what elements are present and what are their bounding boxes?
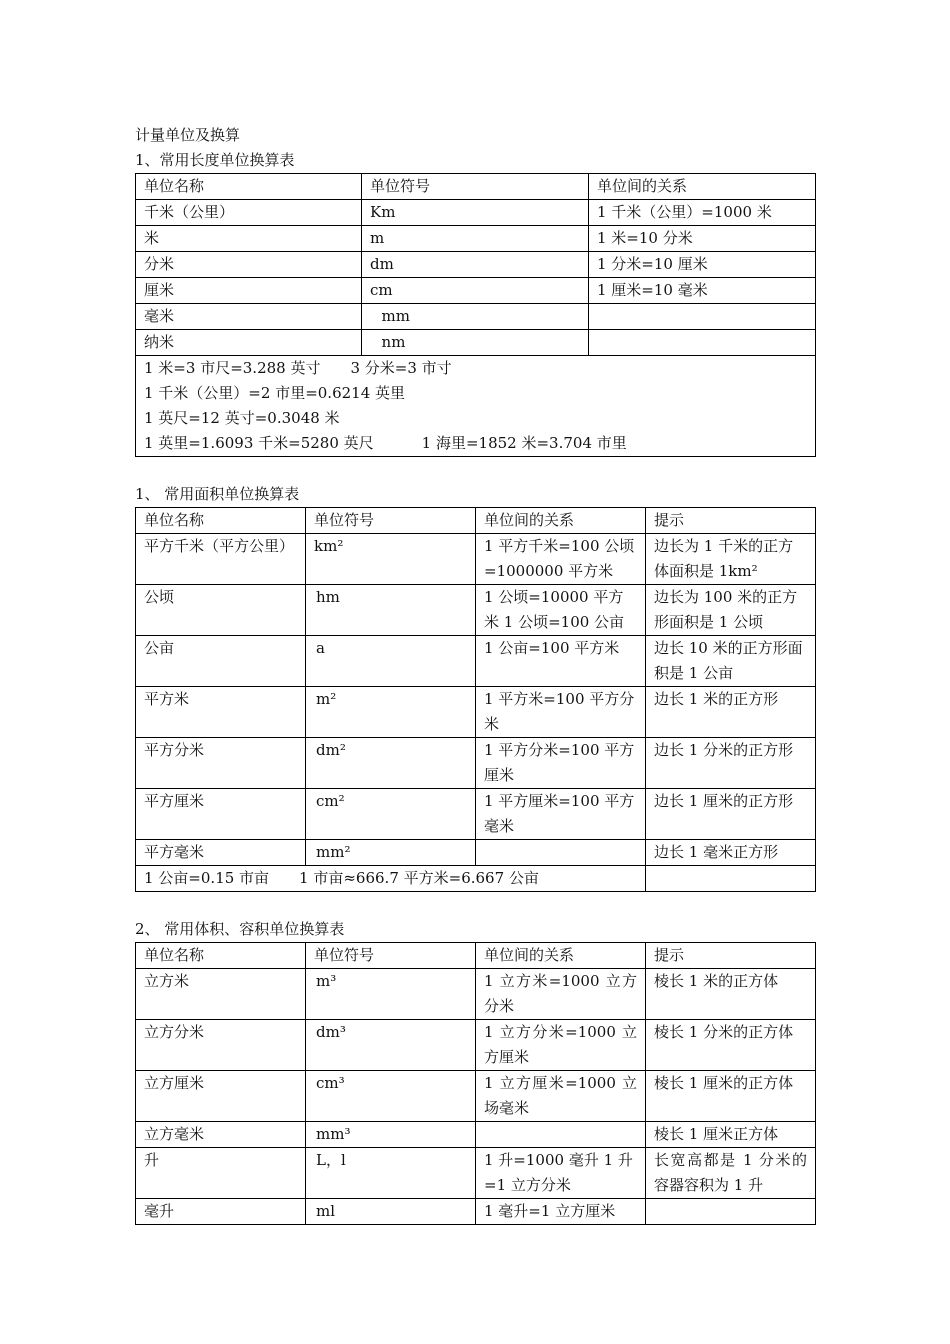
unit-symbol: mm³ [306, 1122, 476, 1148]
table-row [136, 969, 816, 1020]
unit-relation: 1 升=1000 毫升 1 升=1 立方分米 [476, 1148, 646, 1199]
table-row [136, 534, 816, 585]
unit-name: 立方厘米 [136, 1071, 306, 1122]
table-row [136, 200, 816, 226]
column-header: 提示 [646, 943, 816, 969]
column-header: 单位符号 [362, 174, 589, 200]
unit-name: 千米（公里） [136, 200, 362, 226]
unit-hint: 边长 10 米的正方形面积是 1 公亩 [646, 636, 816, 687]
unit-symbol: cm² [306, 789, 476, 840]
unit-symbol: m² [306, 687, 476, 738]
unit-hint: 棱长 1 分米的正方体 [646, 1020, 816, 1071]
unit-symbol: cm³ [306, 1071, 476, 1122]
unit-name: 平方分米 [136, 738, 306, 789]
empty-cell [646, 866, 816, 892]
unit-symbol: ml [306, 1199, 476, 1225]
table-row [136, 1071, 816, 1122]
unit-name: 升 [136, 1148, 306, 1199]
unit-relation: 1 分米=10 厘米 [589, 252, 816, 278]
unit-name: 米 [136, 226, 362, 252]
unit-hint: 棱长 1 米的正方体 [646, 969, 816, 1020]
unit-relation: 1 立方厘米=1000 立场毫米 [476, 1071, 646, 1122]
unit-name: 毫升 [136, 1199, 306, 1225]
unit-relation [476, 1122, 646, 1148]
length-table [135, 173, 816, 457]
unit-hint: 棱长 1 厘米正方体 [646, 1122, 816, 1148]
unit-symbol: km² [306, 534, 476, 585]
unit-name: 立方毫米 [136, 1122, 306, 1148]
length-table-heading: 1、常用长度单位换算表 [135, 151, 295, 169]
area-table [135, 507, 816, 892]
column-header: 单位间的关系 [476, 943, 646, 969]
unit-relation [476, 840, 646, 866]
table-row [136, 687, 816, 738]
unit-relation: 1 平方米=100 平方分米 [476, 687, 646, 738]
unit-symbol: L，l [306, 1148, 476, 1199]
unit-hint: 边长 1 厘米的正方形 [646, 789, 816, 840]
table-row [136, 636, 816, 687]
unit-symbol: dm² [306, 738, 476, 789]
unit-name: 平方毫米 [136, 840, 306, 866]
table-row [136, 1122, 816, 1148]
length-notes [136, 356, 816, 457]
unit-relation: 1 平方千米=100 公顷=1000000 平方米 [476, 534, 646, 585]
unit-relation: 1 米=10 分米 [589, 226, 816, 252]
unit-symbol: m [362, 226, 589, 252]
unit-name: 厘米 [136, 278, 362, 304]
column-header: 单位间的关系 [476, 508, 646, 534]
note-line: 1 千米（公里）=2 市里=0.6214 英里 [144, 384, 406, 402]
unit-relation [589, 330, 816, 356]
table-row [136, 330, 816, 356]
unit-hint: 长宽高都是 1 分米的容器容积为 1 升 [646, 1148, 816, 1199]
unit-relation: 1 立方分米=1000 立方厘米 [476, 1020, 646, 1071]
area-note-row [136, 866, 816, 892]
table-row [136, 1148, 816, 1199]
unit-symbol: a [306, 636, 476, 687]
unit-relation: 1 平方厘米=100 平方毫米 [476, 789, 646, 840]
volume-table [135, 942, 816, 1225]
note-line: 1 英尺=12 英寸=0.3048 米 [144, 409, 340, 427]
table-row [136, 1199, 816, 1225]
table-row [136, 1020, 816, 1071]
unit-symbol: dm³ [306, 1020, 476, 1071]
unit-hint: 边长为 1 千米的正方体面积是 1km² [646, 534, 816, 585]
unit-name: 公顷 [136, 585, 306, 636]
unit-hint: 边长 1 分米的正方形 [646, 738, 816, 789]
table-row [136, 278, 816, 304]
unit-relation: 1 千米（公里）=1000 米 [589, 200, 816, 226]
unit-hint: 边长为 100 米的正方形面积是 1 公顷 [646, 585, 816, 636]
unit-name: 平方千米（平方公里） [136, 534, 306, 585]
unit-relation [589, 304, 816, 330]
unit-relation: 1 立方米=1000 立方分米 [476, 969, 646, 1020]
table-header-row [136, 943, 816, 969]
unit-relation: 1 公顷=10000 平方米 1 公顷=100 公亩 [476, 585, 646, 636]
unit-symbol: mm² [306, 840, 476, 866]
table-header-row [136, 174, 816, 200]
unit-hint: 棱长 1 厘米的正方体 [646, 1071, 816, 1122]
unit-symbol: Km [362, 200, 589, 226]
unit-symbol: mm [362, 304, 589, 330]
table-row [136, 304, 816, 330]
unit-name: 毫米 [136, 304, 362, 330]
unit-relation: 1 公亩=100 平方米 [476, 636, 646, 687]
unit-hint [646, 1199, 816, 1225]
unit-relation: 1 毫升=1 立方厘米 [476, 1199, 646, 1225]
unit-name: 立方米 [136, 969, 306, 1020]
unit-relation: 1 平方分米=100 平方厘米 [476, 738, 646, 789]
note-line: 1 米=3 市尺=3.288 英寸 3 分米=3 市寸 [144, 359, 452, 377]
unit-name: 平方厘米 [136, 789, 306, 840]
area-note: 1 公亩=0.15 市亩 1 市亩≈666.7 平方米=6.667 公亩 [136, 866, 646, 892]
unit-symbol: hm [306, 585, 476, 636]
unit-name: 平方米 [136, 687, 306, 738]
table-row [136, 585, 816, 636]
table-row [136, 738, 816, 789]
table-header-row [136, 508, 816, 534]
unit-symbol: cm [362, 278, 589, 304]
unit-name: 纳米 [136, 330, 362, 356]
length-notes-row [136, 356, 816, 457]
unit-name: 公亩 [136, 636, 306, 687]
column-header: 单位名称 [136, 508, 306, 534]
document-title: 计量单位及换算 [135, 126, 241, 144]
column-header: 单位符号 [306, 943, 476, 969]
unit-hint: 边长 1 米的正方形 [646, 687, 816, 738]
column-header: 单位名称 [136, 174, 362, 200]
table-row [136, 226, 816, 252]
unit-symbol: nm [362, 330, 589, 356]
column-header: 单位间的关系 [589, 174, 816, 200]
unit-name: 立方分米 [136, 1020, 306, 1071]
column-header: 单位符号 [306, 508, 476, 534]
table-row [136, 840, 816, 866]
column-header: 单位名称 [136, 943, 306, 969]
note-line: 1 英里=1.6093 千米=5280 英尺 1 海里=1852 米=3.704 市里 [144, 434, 627, 452]
unit-relation: 1 厘米=10 毫米 [589, 278, 816, 304]
volume-table-heading: 2、 常用体积、容积单位换算表 [135, 920, 345, 938]
table-row [136, 252, 816, 278]
unit-name: 分米 [136, 252, 362, 278]
table-row [136, 789, 816, 840]
area-table-heading: 1、 常用面积单位换算表 [135, 485, 300, 503]
unit-symbol: m³ [306, 969, 476, 1020]
column-header: 提示 [646, 508, 816, 534]
unit-symbol: dm [362, 252, 589, 278]
document-page [135, 123, 815, 1225]
unit-hint: 边长 1 毫米正方形 [646, 840, 816, 866]
